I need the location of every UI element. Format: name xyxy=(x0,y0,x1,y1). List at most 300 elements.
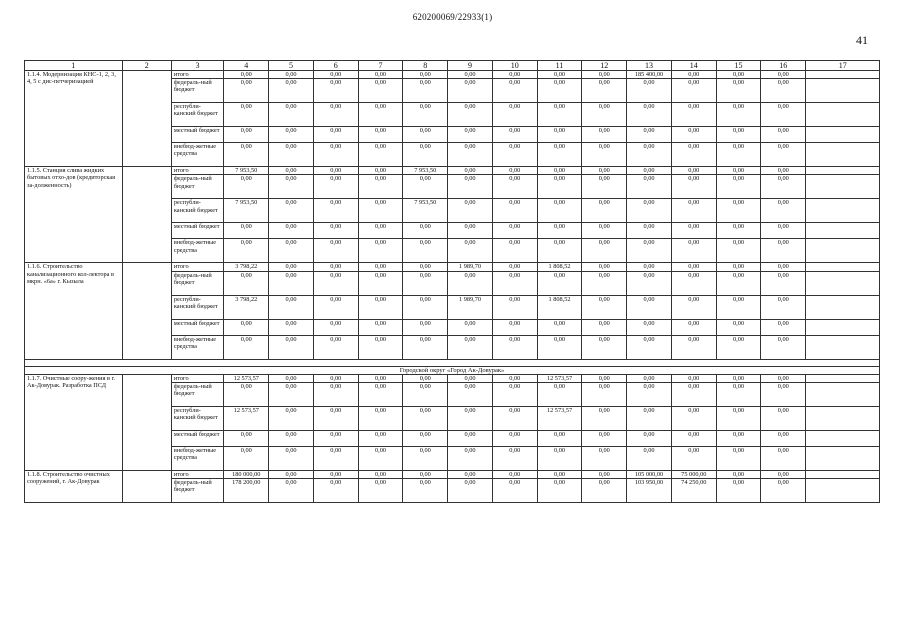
value-cell: 0,00 xyxy=(313,431,358,447)
value-cell: 0,00 xyxy=(358,175,402,199)
value-cell: 0,00 xyxy=(403,71,448,79)
table-row xyxy=(25,167,880,175)
value-cell: 0,00 xyxy=(761,295,806,319)
value-cell: 0,00 xyxy=(761,407,806,431)
value-cell: 0,00 xyxy=(627,271,671,295)
value-cell: 0,00 xyxy=(269,79,313,103)
value-cell: 0,00 xyxy=(358,383,402,407)
value-cell: 0,00 xyxy=(358,319,402,335)
value-cell: 0,00 xyxy=(582,167,627,175)
value-cell: 0,00 xyxy=(448,127,492,143)
column-header: 14 xyxy=(671,61,716,71)
value-cell: 0,00 xyxy=(269,319,313,335)
funding-source: внебюд-жетные средства xyxy=(171,447,223,471)
value-cell: 0,00 xyxy=(358,79,402,103)
value-cell: 0,00 xyxy=(537,103,581,127)
funding-source: итого xyxy=(171,167,223,175)
value-cell: 0,00 xyxy=(269,295,313,319)
value-cell: 0,00 xyxy=(492,374,537,382)
value-cell: 0,00 xyxy=(671,71,716,79)
value-cell: 0,00 xyxy=(627,239,671,263)
column-header: 8 xyxy=(403,61,448,71)
value-cell: 0,00 xyxy=(716,447,760,471)
column-17-cell xyxy=(806,263,880,271)
value-cell: 185 400,00 xyxy=(627,71,671,79)
value-cell: 0,00 xyxy=(492,175,537,199)
value-cell: 0,00 xyxy=(358,271,402,295)
funding-source: местный бюджет xyxy=(171,431,223,447)
value-cell: 0,00 xyxy=(537,447,581,471)
header-row xyxy=(25,61,880,71)
value-cell: 0,00 xyxy=(492,143,537,167)
value-cell: 0,00 xyxy=(671,407,716,431)
value-cell: 0,00 xyxy=(671,295,716,319)
column-17-cell xyxy=(806,407,880,431)
value-cell: 0,00 xyxy=(269,223,313,239)
value-cell: 0,00 xyxy=(313,479,358,503)
value-cell: 0,00 xyxy=(448,319,492,335)
funding-source: итого xyxy=(171,263,223,271)
value-cell: 0,00 xyxy=(627,335,671,359)
value-cell: 0,00 xyxy=(716,103,760,127)
value-cell: 0,00 xyxy=(716,479,760,503)
value-cell: 75 000,00 xyxy=(671,471,716,479)
value-cell: 0,00 xyxy=(716,471,760,479)
funding-source: республи-канский бюджет xyxy=(171,407,223,431)
value-cell: 0,00 xyxy=(492,319,537,335)
value-cell: 0,00 xyxy=(269,175,313,199)
column-2-cell xyxy=(122,263,171,359)
value-cell: 0,00 xyxy=(224,239,269,263)
column-17-cell xyxy=(806,143,880,167)
column-17-cell xyxy=(806,103,880,127)
value-cell: 0,00 xyxy=(448,447,492,471)
value-cell: 0,00 xyxy=(313,319,358,335)
value-cell: 0,00 xyxy=(761,199,806,223)
value-cell: 0,00 xyxy=(358,431,402,447)
value-cell: 0,00 xyxy=(716,127,760,143)
value-cell: 1 808,52 xyxy=(537,263,581,271)
document-id: 620200069/22933(1) xyxy=(412,12,493,22)
value-cell: 0,00 xyxy=(582,447,627,471)
value-cell: 0,00 xyxy=(716,143,760,167)
funding-source: федераль-ный бюджет xyxy=(171,271,223,295)
value-cell: 0,00 xyxy=(537,223,581,239)
column-header: 11 xyxy=(537,61,581,71)
value-cell: 0,00 xyxy=(448,407,492,431)
value-cell: 0,00 xyxy=(761,143,806,167)
funding-source: итого xyxy=(171,374,223,382)
measure-name: 1.1.7. Очистные соору-жения в г. Ак-Довурак. Разработка ПСД xyxy=(25,374,123,470)
value-cell: 12 573,57 xyxy=(537,374,581,382)
value-cell: 3 798,22 xyxy=(224,263,269,271)
column-header: 16 xyxy=(761,61,806,71)
value-cell: 0,00 xyxy=(761,374,806,382)
funding-source: федераль-ный бюджет xyxy=(171,383,223,407)
value-cell: 0,00 xyxy=(627,127,671,143)
value-cell: 0,00 xyxy=(761,127,806,143)
value-cell: 0,00 xyxy=(761,223,806,239)
value-cell: 0,00 xyxy=(224,319,269,335)
value-cell: 0,00 xyxy=(716,71,760,79)
value-cell: 0,00 xyxy=(492,335,537,359)
value-cell: 0,00 xyxy=(761,167,806,175)
value-cell: 0,00 xyxy=(671,239,716,263)
value-cell: 0,00 xyxy=(358,471,402,479)
value-cell: 0,00 xyxy=(537,335,581,359)
value-cell: 0,00 xyxy=(313,447,358,471)
value-cell: 0,00 xyxy=(403,223,448,239)
column-17-cell xyxy=(806,271,880,295)
value-cell: 178 200,00 xyxy=(224,479,269,503)
value-cell: 0,00 xyxy=(403,103,448,127)
value-cell: 0,00 xyxy=(313,383,358,407)
column-17-cell xyxy=(806,199,880,223)
column-17-cell xyxy=(806,335,880,359)
value-cell: 0,00 xyxy=(313,175,358,199)
value-cell: 0,00 xyxy=(716,263,760,271)
value-cell: 0,00 xyxy=(582,143,627,167)
value-cell: 0,00 xyxy=(582,407,627,431)
value-cell: 0,00 xyxy=(448,471,492,479)
funding-source: республи-канский бюджет xyxy=(171,295,223,319)
value-cell: 0,00 xyxy=(671,167,716,175)
value-cell: 0,00 xyxy=(403,383,448,407)
value-cell: 0,00 xyxy=(627,374,671,382)
value-cell: 0,00 xyxy=(313,79,358,103)
value-cell: 0,00 xyxy=(358,127,402,143)
table-row xyxy=(25,71,880,79)
value-cell: 0,00 xyxy=(403,447,448,471)
value-cell: 0,00 xyxy=(716,271,760,295)
value-cell: 0,00 xyxy=(582,79,627,103)
value-cell: 0,00 xyxy=(269,127,313,143)
value-cell: 0,00 xyxy=(448,71,492,79)
table-body xyxy=(25,61,880,503)
value-cell: 0,00 xyxy=(627,431,671,447)
value-cell: 0,00 xyxy=(716,295,760,319)
value-cell: 0,00 xyxy=(716,374,760,382)
value-cell: 0,00 xyxy=(492,263,537,271)
value-cell: 0,00 xyxy=(269,239,313,263)
value-cell: 0,00 xyxy=(627,167,671,175)
column-2-cell xyxy=(122,167,171,263)
funding-source: федераль-ный бюджет xyxy=(171,175,223,199)
value-cell: 0,00 xyxy=(448,167,492,175)
value-cell: 7 953,50 xyxy=(224,167,269,175)
column-header: 4 xyxy=(224,61,269,71)
section-title: Городской округ «Город Ак-Довурак» xyxy=(25,366,880,374)
value-cell: 0,00 xyxy=(582,295,627,319)
column-2-cell xyxy=(122,374,171,470)
value-cell: 0,00 xyxy=(492,479,537,503)
column-17-cell xyxy=(806,471,880,479)
value-cell: 0,00 xyxy=(537,127,581,143)
value-cell: 0,00 xyxy=(761,263,806,271)
measure-name: 1.1.8. Строительство очистных сооружений, г. Ак-Довурак xyxy=(25,471,123,503)
value-cell: 0,00 xyxy=(761,447,806,471)
value-cell: 0,00 xyxy=(448,223,492,239)
value-cell: 0,00 xyxy=(403,79,448,103)
value-cell: 0,00 xyxy=(582,383,627,407)
value-cell: 0,00 xyxy=(716,199,760,223)
value-cell: 0,00 xyxy=(403,263,448,271)
value-cell: 0,00 xyxy=(358,143,402,167)
value-cell: 0,00 xyxy=(716,431,760,447)
value-cell: 0,00 xyxy=(313,335,358,359)
section-row xyxy=(25,366,880,374)
value-cell: 0,00 xyxy=(761,103,806,127)
value-cell: 0,00 xyxy=(358,407,402,431)
column-header: 15 xyxy=(716,61,760,71)
value-cell: 0,00 xyxy=(627,223,671,239)
value-cell: 0,00 xyxy=(537,479,581,503)
value-cell: 0,00 xyxy=(671,223,716,239)
funding-source: местный бюджет xyxy=(171,319,223,335)
value-cell: 1 808,52 xyxy=(537,295,581,319)
column-header: 9 xyxy=(448,61,492,71)
value-cell: 0,00 xyxy=(582,335,627,359)
value-cell: 0,00 xyxy=(448,374,492,382)
value-cell: 0,00 xyxy=(761,239,806,263)
value-cell: 0,00 xyxy=(716,175,760,199)
value-cell: 0,00 xyxy=(313,271,358,295)
value-cell: 0,00 xyxy=(492,471,537,479)
value-cell: 0,00 xyxy=(627,383,671,407)
value-cell: 0,00 xyxy=(403,407,448,431)
value-cell: 0,00 xyxy=(224,175,269,199)
value-cell: 0,00 xyxy=(358,447,402,471)
value-cell: 12 573,57 xyxy=(224,374,269,382)
funding-source: местный бюджет xyxy=(171,223,223,239)
value-cell: 1 989,70 xyxy=(448,295,492,319)
value-cell: 0,00 xyxy=(627,319,671,335)
value-cell: 0,00 xyxy=(269,71,313,79)
value-cell: 12 573,57 xyxy=(224,407,269,431)
value-cell: 0,00 xyxy=(492,383,537,407)
value-cell: 0,00 xyxy=(537,199,581,223)
value-cell: 0,00 xyxy=(537,319,581,335)
value-cell: 0,00 xyxy=(671,199,716,223)
value-cell: 0,00 xyxy=(671,431,716,447)
value-cell: 0,00 xyxy=(269,143,313,167)
value-cell: 0,00 xyxy=(492,431,537,447)
value-cell: 0,00 xyxy=(403,271,448,295)
value-cell: 0,00 xyxy=(716,319,760,335)
table-row xyxy=(25,263,880,271)
value-cell: 0,00 xyxy=(537,71,581,79)
value-cell: 0,00 xyxy=(537,79,581,103)
value-cell: 0,00 xyxy=(716,383,760,407)
value-cell: 0,00 xyxy=(582,239,627,263)
value-cell: 0,00 xyxy=(358,199,402,223)
value-cell: 0,00 xyxy=(582,175,627,199)
value-cell: 0,00 xyxy=(224,71,269,79)
value-cell: 0,00 xyxy=(537,471,581,479)
value-cell: 0,00 xyxy=(448,431,492,447)
table-row xyxy=(25,471,880,479)
value-cell: 0,00 xyxy=(269,103,313,127)
value-cell: 0,00 xyxy=(403,335,448,359)
value-cell: 0,00 xyxy=(761,335,806,359)
column-2-cell xyxy=(122,71,171,167)
value-cell: 0,00 xyxy=(313,103,358,127)
value-cell: 0,00 xyxy=(269,407,313,431)
value-cell: 0,00 xyxy=(448,199,492,223)
value-cell: 0,00 xyxy=(358,239,402,263)
value-cell: 0,00 xyxy=(403,479,448,503)
funding-source: внебюд-жетные средства xyxy=(171,239,223,263)
value-cell: 0,00 xyxy=(224,335,269,359)
value-cell: 0,00 xyxy=(627,175,671,199)
value-cell: 0,00 xyxy=(492,407,537,431)
value-cell: 0,00 xyxy=(537,175,581,199)
funding-source: республи-канский бюджет xyxy=(171,103,223,127)
value-cell: 0,00 xyxy=(582,103,627,127)
value-cell: 0,00 xyxy=(492,199,537,223)
table-row xyxy=(25,374,880,382)
value-cell: 0,00 xyxy=(224,447,269,471)
value-cell: 0,00 xyxy=(492,79,537,103)
value-cell: 0,00 xyxy=(313,374,358,382)
value-cell: 0,00 xyxy=(313,239,358,263)
value-cell: 0,00 xyxy=(537,271,581,295)
value-cell: 0,00 xyxy=(448,479,492,503)
value-cell: 103 950,00 xyxy=(627,479,671,503)
page-number: 41 xyxy=(856,33,868,47)
column-header: 1 xyxy=(25,61,123,71)
value-cell: 0,00 xyxy=(313,167,358,175)
column-17-cell xyxy=(806,71,880,79)
value-cell: 0,00 xyxy=(492,103,537,127)
value-cell: 0,00 xyxy=(627,143,671,167)
value-cell: 0,00 xyxy=(403,431,448,447)
value-cell: 7 953,50 xyxy=(224,199,269,223)
value-cell: 0,00 xyxy=(761,271,806,295)
value-cell: 0,00 xyxy=(537,239,581,263)
value-cell: 0,00 xyxy=(716,335,760,359)
column-17-cell xyxy=(806,374,880,382)
value-cell: 0,00 xyxy=(671,79,716,103)
funding-source: итого xyxy=(171,71,223,79)
value-cell: 0,00 xyxy=(627,103,671,127)
column-17-cell xyxy=(806,167,880,175)
value-cell: 7 953,50 xyxy=(403,167,448,175)
value-cell: 0,00 xyxy=(582,319,627,335)
value-cell: 0,00 xyxy=(761,431,806,447)
value-cell: 0,00 xyxy=(761,175,806,199)
value-cell: 0,00 xyxy=(313,407,358,431)
value-cell: 0,00 xyxy=(269,271,313,295)
value-cell: 0,00 xyxy=(492,127,537,143)
column-17-cell xyxy=(806,383,880,407)
column-header: 2 xyxy=(122,61,171,71)
value-cell: 0,00 xyxy=(403,374,448,382)
value-cell: 0,00 xyxy=(224,431,269,447)
value-cell: 0,00 xyxy=(761,319,806,335)
value-cell: 0,00 xyxy=(448,143,492,167)
value-cell: 0,00 xyxy=(716,407,760,431)
value-cell: 0,00 xyxy=(582,471,627,479)
value-cell: 0,00 xyxy=(313,71,358,79)
value-cell: 0,00 xyxy=(313,143,358,167)
value-cell: 0,00 xyxy=(627,79,671,103)
value-cell: 0,00 xyxy=(224,143,269,167)
value-cell: 0,00 xyxy=(671,143,716,167)
value-cell: 0,00 xyxy=(269,383,313,407)
value-cell: 0,00 xyxy=(761,479,806,503)
value-cell: 0,00 xyxy=(671,319,716,335)
value-cell: 0,00 xyxy=(313,223,358,239)
value-cell: 0,00 xyxy=(582,223,627,239)
column-17-cell xyxy=(806,319,880,335)
value-cell: 0,00 xyxy=(761,79,806,103)
value-cell: 0,00 xyxy=(313,471,358,479)
value-cell: 0,00 xyxy=(671,103,716,127)
value-cell: 0,00 xyxy=(671,447,716,471)
value-cell: 0,00 xyxy=(492,239,537,263)
value-cell: 0,00 xyxy=(627,447,671,471)
value-cell: 0,00 xyxy=(582,479,627,503)
value-cell: 0,00 xyxy=(671,383,716,407)
value-cell: 0,00 xyxy=(716,79,760,103)
value-cell: 0,00 xyxy=(492,223,537,239)
value-cell: 0,00 xyxy=(358,335,402,359)
value-cell: 3 798,22 xyxy=(224,295,269,319)
column-header: 13 xyxy=(627,61,671,71)
value-cell: 0,00 xyxy=(269,447,313,471)
value-cell: 0,00 xyxy=(269,471,313,479)
value-cell: 0,00 xyxy=(492,71,537,79)
value-cell: 0,00 xyxy=(627,295,671,319)
value-cell: 0,00 xyxy=(582,199,627,223)
value-cell: 0,00 xyxy=(671,374,716,382)
value-cell: 0,00 xyxy=(492,447,537,471)
measure-name: 1.1.5. Станция слива жидких бытовых отхо-дов (кредиторская за-долженность) xyxy=(25,167,123,263)
value-cell: 0,00 xyxy=(358,479,402,503)
value-cell: 0,00 xyxy=(582,431,627,447)
column-2-cell xyxy=(122,471,171,503)
value-cell: 0,00 xyxy=(448,271,492,295)
value-cell: 0,00 xyxy=(448,239,492,263)
funding-source: внебюд-жетные средства xyxy=(171,335,223,359)
value-cell: 0,00 xyxy=(224,271,269,295)
value-cell: 0,00 xyxy=(403,143,448,167)
separator-row xyxy=(25,359,880,366)
value-cell: 0,00 xyxy=(358,223,402,239)
value-cell: 7 953,50 xyxy=(403,199,448,223)
value-cell: 0,00 xyxy=(671,175,716,199)
value-cell: 74 250,00 xyxy=(671,479,716,503)
value-cell: 0,00 xyxy=(269,479,313,503)
value-cell: 0,00 xyxy=(313,199,358,223)
budget-table xyxy=(24,60,880,503)
value-cell: 0,00 xyxy=(716,167,760,175)
value-cell: 0,00 xyxy=(358,167,402,175)
funding-source: местный бюджет xyxy=(171,127,223,143)
value-cell: 0,00 xyxy=(269,374,313,382)
value-cell: 0,00 xyxy=(671,263,716,271)
column-17-cell xyxy=(806,223,880,239)
value-cell: 0,00 xyxy=(224,127,269,143)
funding-source: итого xyxy=(171,471,223,479)
value-cell: 0,00 xyxy=(224,79,269,103)
value-cell: 0,00 xyxy=(358,295,402,319)
column-header: 12 xyxy=(582,61,627,71)
value-cell: 0,00 xyxy=(313,127,358,143)
value-cell: 12 573,57 xyxy=(537,407,581,431)
value-cell: 0,00 xyxy=(761,383,806,407)
